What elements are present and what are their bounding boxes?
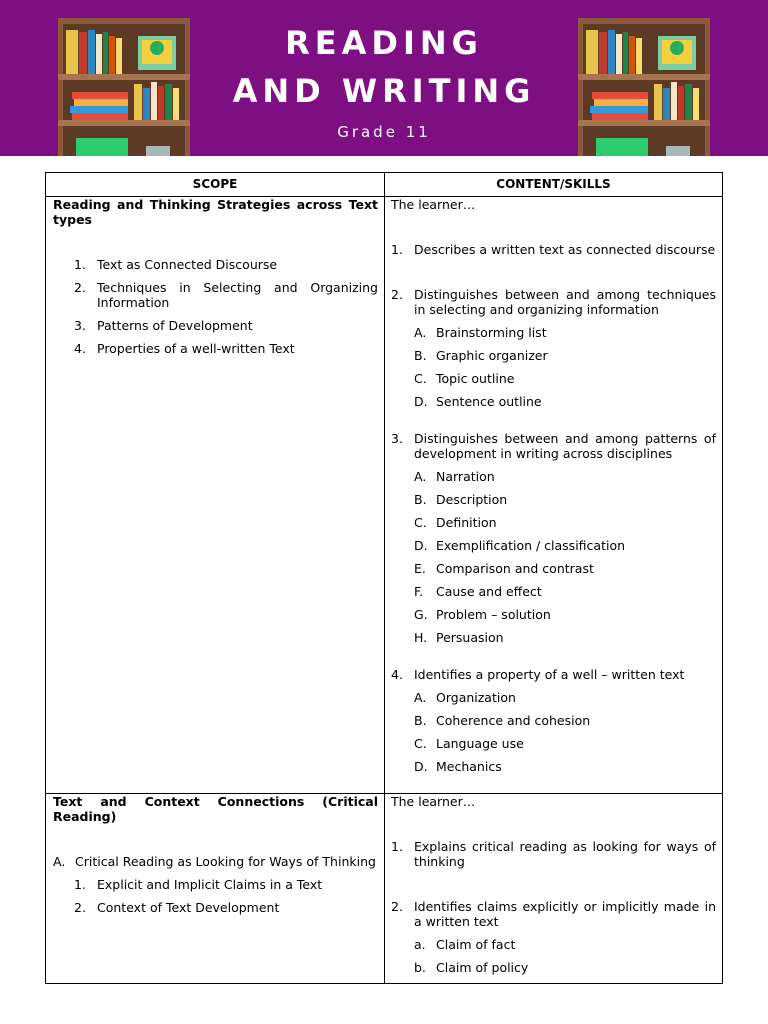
sub-list xyxy=(414,937,716,975)
sub-list-item xyxy=(414,538,716,553)
scope-subheading-text: Critical Reading as Looking for Ways of Thinking xyxy=(75,854,376,869)
list-item-text: Description xyxy=(436,492,508,507)
list-item-text: Comparison and contrast xyxy=(436,561,594,576)
sub-list-item xyxy=(414,607,716,622)
list-marker: 2. xyxy=(391,899,403,914)
sub-list xyxy=(414,690,716,774)
scope-subheading xyxy=(53,854,378,869)
list-marker: B. xyxy=(414,492,427,507)
scope-title: Reading and Thinking Strategies across Text types xyxy=(53,197,378,227)
list-item xyxy=(74,318,378,333)
sub-list-item xyxy=(414,492,716,507)
list-item-text: Topic outline xyxy=(436,371,515,386)
list-marker: 2. xyxy=(391,287,403,302)
list-marker: 3. xyxy=(391,431,403,446)
list-item-text: Narration xyxy=(436,469,495,484)
list-item-text: Graphic organizer xyxy=(436,348,548,363)
list-item-text: Cause and effect xyxy=(436,584,542,599)
list-marker: D. xyxy=(414,538,428,553)
list-item-text: Claim of policy xyxy=(436,960,529,975)
list-marker: A. xyxy=(414,690,427,705)
skills-list xyxy=(391,242,716,774)
list-item-text: Properties of a well-written Text xyxy=(97,341,295,356)
learner-label: The learner… xyxy=(391,794,476,809)
list-item-text: Distinguishes between and among techniques in selecting and organizing information xyxy=(414,287,716,317)
list-marker: C. xyxy=(414,371,427,386)
list-item xyxy=(74,900,378,915)
list-marker: D. xyxy=(414,394,428,409)
table-row xyxy=(46,794,723,984)
scope-cell xyxy=(46,794,385,984)
list-item-text: Claim of fact xyxy=(436,937,516,952)
scope-cell xyxy=(46,197,385,794)
banner-title-line1: READING xyxy=(285,24,483,62)
curriculum-table xyxy=(45,172,723,984)
list-marker: 2. xyxy=(74,280,86,295)
header-scope: SCOPE xyxy=(46,173,385,197)
list-marker: B. xyxy=(414,348,427,363)
list-marker: 1. xyxy=(391,242,403,257)
sub-list-item xyxy=(414,960,716,975)
list-item-text: Identifies claims explicitly or implicitly made in a written text xyxy=(414,899,716,929)
list-item xyxy=(74,877,378,892)
sub-list-item xyxy=(414,515,716,530)
list-marker: 4. xyxy=(391,667,403,682)
list-marker: D. xyxy=(414,759,428,774)
scope-title: Text and Context Connections (Critical Reading) xyxy=(53,794,378,824)
list-marker: A. xyxy=(414,469,427,484)
banner-subtitle: Grade 11 xyxy=(337,123,431,141)
skills-cell xyxy=(385,197,723,794)
list-item-text: Patterns of Development xyxy=(97,318,253,333)
sub-list-item xyxy=(414,394,716,409)
sub-list-item xyxy=(414,713,716,728)
list-item xyxy=(391,667,716,774)
list-item-text: Techniques in Selecting and Organizing Information xyxy=(97,280,378,310)
list-marker: 1. xyxy=(74,257,86,272)
list-item xyxy=(391,242,716,257)
table-header-row xyxy=(46,173,723,197)
sub-list-item xyxy=(414,630,716,645)
learner-label: The learner… xyxy=(391,197,476,212)
sub-list-item xyxy=(414,584,716,599)
list-marker: 1. xyxy=(391,839,403,854)
list-marker: A. xyxy=(53,854,66,869)
list-marker: a. xyxy=(414,937,426,952)
list-item-text: Persuasion xyxy=(436,630,504,645)
list-marker: C. xyxy=(414,515,427,530)
list-item-text: Describes a written text as connected discourse xyxy=(414,242,716,257)
sub-list-item xyxy=(414,325,716,340)
list-item-text: Explicit and Implicit Claims in a Text xyxy=(97,877,323,892)
list-item-text: Language use xyxy=(436,736,524,751)
list-item xyxy=(74,257,378,272)
scope-list xyxy=(74,257,378,356)
list-item-text: Context of Text Development xyxy=(97,900,280,915)
sub-list xyxy=(414,469,716,645)
sub-list-item xyxy=(414,759,716,774)
list-item-text: Coherence and cohesion xyxy=(436,713,591,728)
list-item xyxy=(391,431,716,645)
sub-list-item xyxy=(414,348,716,363)
list-item-text: Organization xyxy=(436,690,516,705)
list-marker: 2. xyxy=(74,900,86,915)
sub-list-item xyxy=(414,690,716,705)
list-item-text: Explains critical reading as looking for ways of thinking xyxy=(414,839,716,869)
list-marker: E. xyxy=(414,561,426,576)
list-item-text: Mechanics xyxy=(436,759,502,774)
sub-list-item xyxy=(414,371,716,386)
skills-list xyxy=(391,839,716,975)
table-row xyxy=(46,197,723,794)
list-marker: H. xyxy=(414,630,428,645)
list-item-text: Distinguishes between and among patterns of development in writing across disciplines xyxy=(414,431,716,461)
list-marker: b. xyxy=(414,960,426,975)
list-marker: B. xyxy=(414,713,427,728)
list-marker: 1. xyxy=(74,877,86,892)
list-item xyxy=(391,839,716,869)
list-item xyxy=(391,899,716,975)
list-item-text: Brainstorming list xyxy=(436,325,547,340)
scope-list xyxy=(74,877,378,915)
list-marker: A. xyxy=(414,325,427,340)
sub-list-item xyxy=(414,937,716,952)
list-item-text: Text as Connected Discourse xyxy=(97,257,278,272)
list-item-text: Problem – solution xyxy=(436,607,551,622)
bookshelf-illustration-left xyxy=(58,18,190,156)
list-item-text: Sentence outline xyxy=(436,394,542,409)
sub-list-item xyxy=(414,469,716,484)
list-item xyxy=(74,280,378,310)
list-item xyxy=(391,287,716,409)
list-item xyxy=(74,341,378,356)
list-item-text: Exemplification / classification xyxy=(436,538,626,553)
list-marker: G. xyxy=(414,607,428,622)
list-marker: 3. xyxy=(74,318,86,333)
bookshelf-illustration-right xyxy=(578,18,710,156)
sub-list-item xyxy=(414,736,716,751)
list-item-text: Identifies a property of a well – written text xyxy=(414,667,685,682)
list-marker: F. xyxy=(414,584,424,599)
header-content-skills: CONTENT/SKILLS xyxy=(385,173,723,197)
list-item-text: Definition xyxy=(436,515,497,530)
banner-title-line2: AND WRITING xyxy=(232,72,536,110)
list-marker: 4. xyxy=(74,341,86,356)
header-banner xyxy=(0,0,768,156)
sub-list-item xyxy=(414,561,716,576)
list-marker: C. xyxy=(414,736,427,751)
sub-list xyxy=(414,325,716,409)
skills-cell xyxy=(385,794,723,984)
